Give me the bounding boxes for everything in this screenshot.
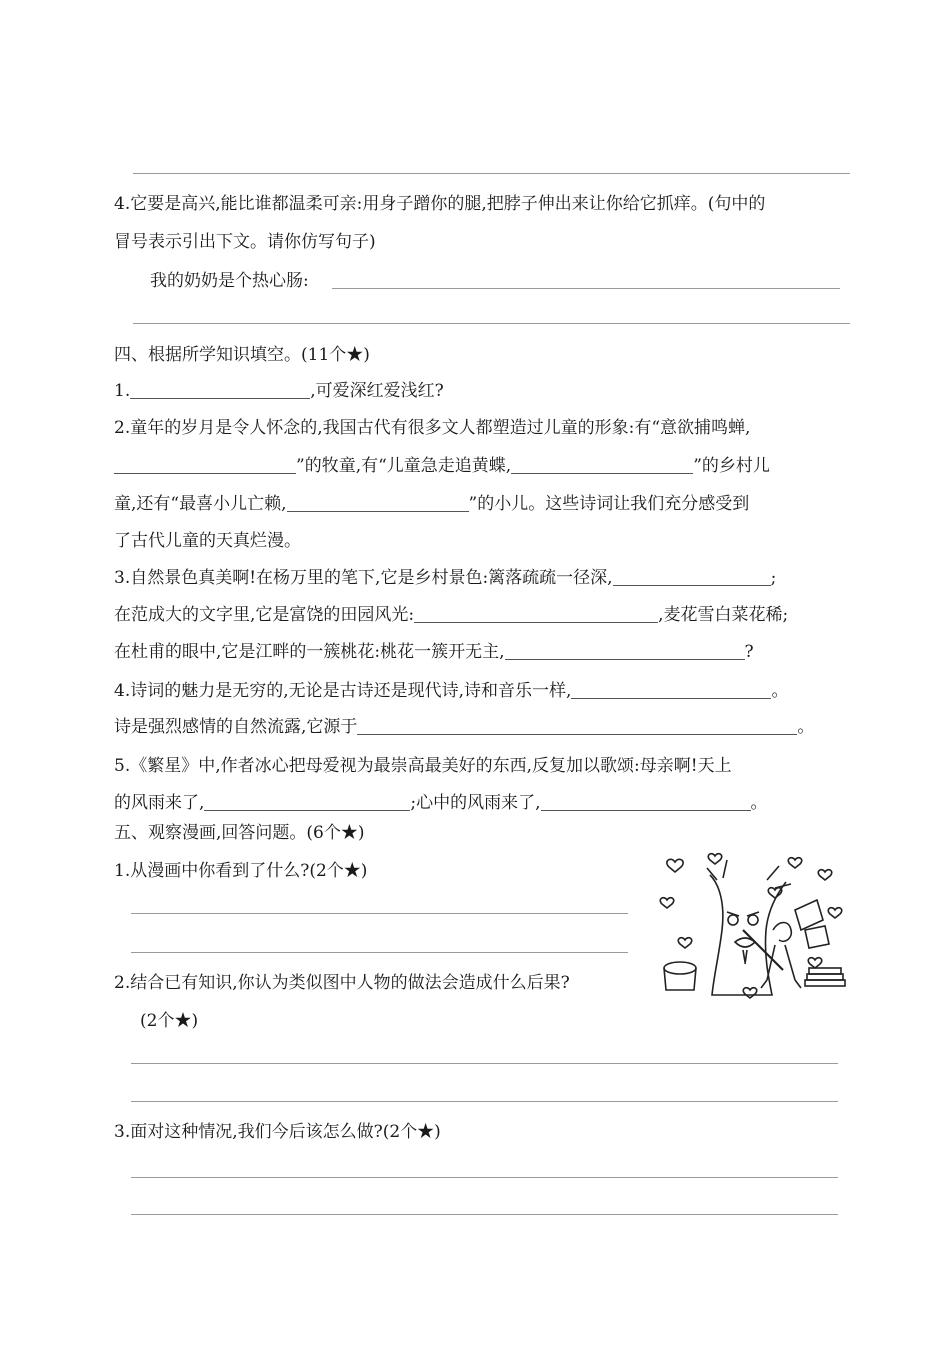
- section5-title: 五、观察漫画,回答问题。(6个★): [114, 823, 365, 843]
- answer-line-q4-prompt[interactable]: [332, 288, 840, 289]
- q4-sentence-prompt: 我的奶奶是个热心肠:: [150, 271, 309, 291]
- s4-q4-text1a: 4.诗词的魅力是无穷的,无论是古诗还是现代诗,诗和音乐一样,: [114, 681, 572, 701]
- s4-q2-blank2[interactable]: [511, 455, 693, 474]
- answer-line-s5-q3-a[interactable]: [131, 1177, 838, 1178]
- s4-q3-line2: [114, 604, 788, 626]
- s4-q4-line2: [114, 716, 814, 738]
- s4-q3-blank3[interactable]: [505, 641, 745, 660]
- s5-q3: 3.面对这种情况,我们今后该怎么做?(2个★): [114, 1122, 441, 1142]
- s4-q3-text1b: ;: [770, 568, 777, 588]
- q4-sentence-line1: 4.它要是高兴,能比谁都温柔可亲:用身子蹭你的腿,把脖子伸出来让你给它抓痒。(句中的: [114, 194, 766, 214]
- s4-q2-blank1[interactable]: [114, 455, 296, 474]
- s5-q1: 1.从漫画中你看到了什么?(2个★): [114, 861, 368, 881]
- s4-q2-blank3[interactable]: [287, 493, 469, 512]
- answer-line-s5-q3-b[interactable]: [131, 1214, 838, 1215]
- answer-line-s5-q1-b[interactable]: [131, 952, 628, 953]
- s4-q3-text3b: ?: [744, 642, 754, 662]
- s4-q2-text2a: ”的牧童,有“儿童急走追黄蝶,: [296, 456, 512, 476]
- s4-q4-blank1[interactable]: [571, 680, 771, 699]
- q4-sentence-line2: 冒号表示引出下文。请你仿写句子): [114, 232, 376, 252]
- s4-q1-rest: ,可爱深红爱浅红?: [310, 381, 444, 401]
- s4-q1-num: 1.: [114, 381, 131, 401]
- s4-q3-text1a: 3.自然景色真美啊!在杨万里的笔下,它是乡村景色:篱落疏疏一径深,: [114, 568, 613, 588]
- s4-q3-text2b: ,麦花雪白菜花稀;: [658, 605, 789, 625]
- s4-q3-line1: [114, 567, 776, 589]
- s4-q2-line2: [114, 455, 770, 477]
- s4-q5-text2b: ;心中的风雨来了,: [410, 793, 541, 813]
- answer-line-s5-q2-a[interactable]: [131, 1063, 838, 1064]
- s4-q4-blank2[interactable]: [357, 716, 797, 735]
- s4-q5-text2c: 。: [750, 793, 768, 813]
- s4-q2-line1: 2.童年的岁月是令人怀念的,我国古代有很多文人都塑造过儿童的形象:有“意欲捕鸣蝉,: [114, 418, 751, 438]
- cartoon-illustration: [655, 850, 855, 1010]
- section4-title: 四、根据所学知识填空。(11个★): [114, 345, 370, 365]
- s4-q3-text2a: 在范成大的文字里,它是富饶的田园风光:: [114, 605, 415, 625]
- s4-q3-blank1[interactable]: [613, 567, 771, 586]
- answer-line-top[interactable]: [133, 173, 850, 174]
- s4-q2-text2b: ”的乡村儿: [693, 456, 770, 476]
- s5-q2-line2: (2个★): [140, 1011, 199, 1031]
- heart-icon: [660, 854, 842, 998]
- answer-line-s5-q1-a[interactable]: [131, 913, 628, 914]
- s4-q4-text2a: 诗是强烈感情的自然流露,它源于: [114, 717, 358, 737]
- s4-q5-line1: 5.《繁星》中,作者冰心把母爱视为最崇高最美好的东西,反复加以歌颂:母亲啊!天上: [114, 756, 732, 776]
- s4-q3-blank2[interactable]: [414, 604, 658, 623]
- s4-q2-text3b: ”的小儿。这些诗词让我们充分感受到: [468, 494, 750, 514]
- s4-q4-text2b: 。: [797, 717, 815, 737]
- answer-line-q4-extra[interactable]: [133, 323, 850, 324]
- s4-q1-blank[interactable]: [130, 380, 310, 399]
- s4-q4-line1: [114, 680, 788, 702]
- s4-q5-text2a: 的风雨来了,: [114, 793, 205, 813]
- s4-q1: [114, 380, 444, 402]
- s4-q2-text3a: 童,还有“最喜小儿亡赖,: [114, 494, 287, 514]
- s4-q5-line2: [114, 792, 768, 814]
- s4-q2-line3: [114, 493, 749, 515]
- s4-q2-line4: 了古代儿童的天真烂漫。: [114, 531, 301, 551]
- s4-q3-line3: [114, 641, 754, 663]
- s4-q5-blank2[interactable]: [541, 792, 751, 811]
- answer-line-s5-q2-b[interactable]: [131, 1101, 838, 1102]
- s5-q2-line1: 2.结合已有知识,你认为类似图中人物的做法会造成什么后果?: [114, 973, 570, 993]
- s4-q4-text1b: 。: [771, 681, 789, 701]
- s4-q3-text3a: 在杜甫的眼中,它是江畔的一簇桃花:桃花一簇开无主,: [114, 642, 505, 662]
- s4-q5-blank1[interactable]: [204, 792, 410, 811]
